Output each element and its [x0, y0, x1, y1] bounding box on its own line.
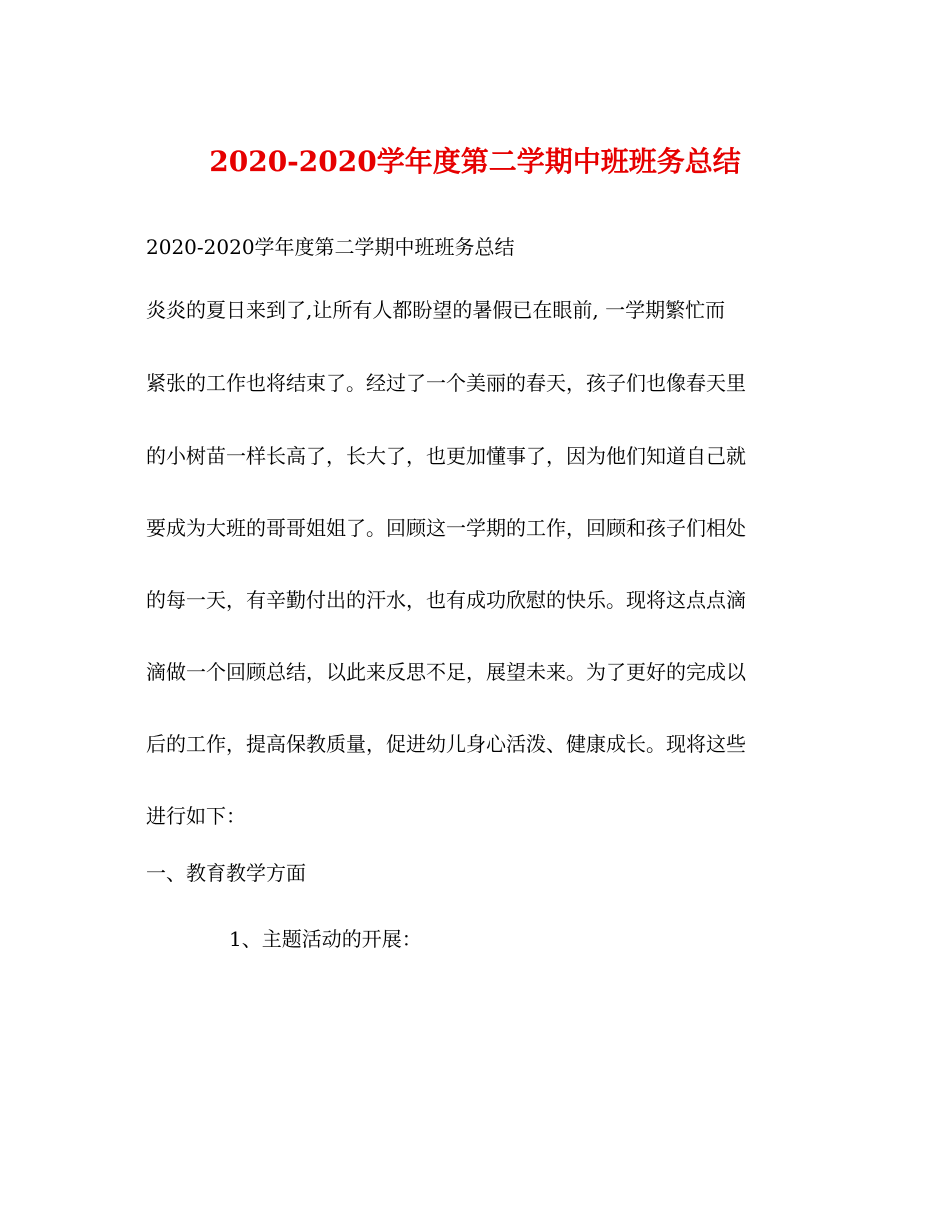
paragraph-line: 进行如下：: [146, 804, 246, 828]
paragraph-line: 滴做一个回顾总结，以此来反思不足，展望未来。为了更好的完成以: [146, 660, 746, 684]
paragraph-line: 后的工作，提高保教质量，促进幼儿身心活泼、健康成长。现将这些: [146, 732, 746, 756]
document-title: 2020-2020学年度第二学期中班班务总结: [209, 145, 741, 178]
paragraph-line: 炎炎的夏日来到了,让所有人都盼望的暑假已在眼前, 一学期繁忙而: [146, 298, 726, 322]
subsection-heading: 1、主题活动的开展：: [229, 927, 422, 951]
document-subtitle: 2020-2020学年度第二学期中班班务总结: [146, 235, 515, 259]
paragraph-line: 要成为大班的哥哥姐姐了。回顾这一学期的工作，回顾和孩子们相处: [146, 516, 746, 540]
paragraph-line: 的小树苗一样长高了，长大了，也更加懂事了，因为他们知道自己就: [146, 444, 746, 468]
paragraph-line: 的每一天，有辛勤付出的汗水，也有成功欣慰的快乐。现将这点点滴: [146, 588, 746, 612]
paragraph-line: 紧张的工作也将结束了。经过了一个美丽的春天，孩子们也像春天里: [146, 371, 746, 395]
section-heading: 一、教育教学方面: [146, 861, 306, 885]
